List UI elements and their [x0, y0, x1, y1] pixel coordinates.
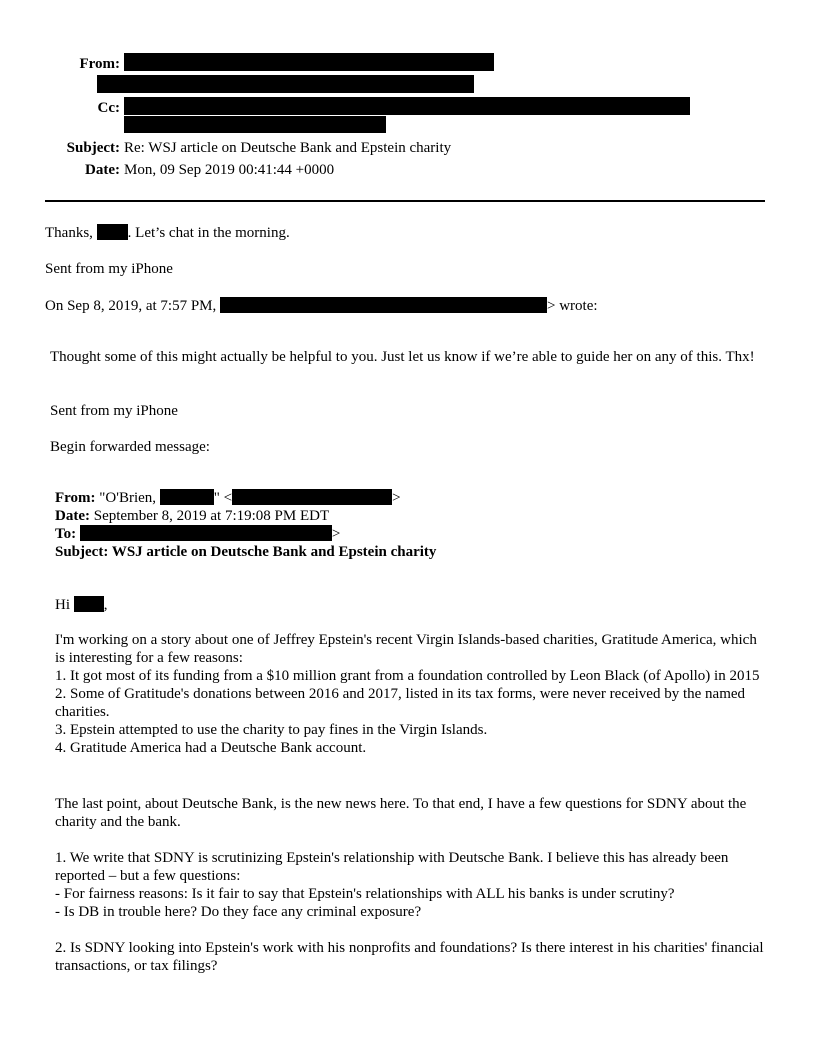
redaction-block — [97, 224, 128, 240]
redaction-block — [80, 525, 332, 541]
date-text: Mon, 09 Sep 2019 00:41:44 +0000 — [124, 162, 335, 178]
fwd-date-line — [55, 507, 329, 525]
list-item: 2. Some of Gratitude's donations between 2016 and 2017, listed in its tax forms, were never received by the named charities. — [55, 686, 746, 720]
fwd-from-close: > — [392, 490, 401, 506]
reply-thanks — [45, 224, 290, 242]
fwd-from-name-prefix: "O'Brien, — [99, 490, 157, 506]
redaction-block — [160, 489, 214, 505]
redaction-block — [220, 297, 547, 313]
fwd-from-name-suffix: " < — [213, 490, 233, 506]
forward-begin: Begin forwarded message: — [50, 439, 210, 455]
list-item: - Is DB in trouble here? Do they face any criminal exposure? — [55, 904, 422, 920]
thanks-prefix: Thanks, — [45, 225, 93, 241]
paragraph-text: I'm working on a story about one of Jeffrey Epstein's recent Virgin Islands-based charities, Gratitude America, which is interesting for a few reasons: — [55, 632, 757, 666]
fwd-from-label: From: — [55, 490, 96, 506]
fwd-subject-line — [55, 543, 436, 561]
quote-line — [45, 297, 598, 315]
quote-prefix: On Sep 8, 2019, at 7:57 PM, — [45, 298, 217, 314]
redaction-block — [124, 116, 386, 133]
list-item: 4. Gratitude America had a Deutsche Bank account. — [55, 740, 367, 756]
greeting-prefix: Hi — [55, 597, 70, 613]
redaction-block — [124, 53, 494, 71]
reply-signature: Sent from my iPhone — [45, 261, 173, 277]
cc-label: Cc: — [97, 100, 120, 116]
list-item: 1. It got most of its funding from a $10 million grant from a foundation controlled by Leon Black (of Apollo) in 2015 — [55, 668, 760, 684]
redaction-block — [97, 75, 474, 93]
greeting-suffix: , — [103, 597, 108, 613]
fwd-subject-label: Subject: — [55, 544, 109, 560]
redaction-block — [124, 97, 690, 115]
fwd-from-line — [55, 489, 401, 507]
fwd-subject-text: WSJ article on Deutsche Bank and Epstein charity — [111, 544, 437, 560]
greeting — [55, 596, 108, 614]
forward-note-signature: Sent from my iPhone — [50, 403, 178, 419]
date-label: Date: — [85, 162, 120, 178]
message-paragraph — [55, 631, 765, 757]
list-item: 3. Epstein attempted to use the charity to pay fines in the Virgin Islands. — [55, 722, 488, 738]
message-paragraph: The last point, about Deutsche Bank, is the new news here. To that end, I have a few questions for SDNY about the charity and the bank. — [55, 796, 747, 830]
quote-suffix: > wrote: — [547, 298, 598, 314]
redaction-block — [74, 596, 104, 612]
question-block: 2. Is SDNY looking into Epstein's work with his nonprofits and foundations? Is there interest in his charities' financial transactions, or tax filings? — [55, 940, 764, 974]
question-text: 1. We write that SDNY is scrutinizing Epstein's relationship with Deutsche Bank. I believe this has already been reported – but a few questions: — [55, 850, 729, 884]
fwd-date-text: September 8, 2019 at 7:19:08 PM EDT — [93, 508, 330, 524]
fwd-to-close: > — [331, 526, 341, 542]
thanks-suffix: . Let’s chat in the morning. — [127, 225, 290, 241]
redaction-block — [232, 489, 392, 505]
fwd-to-line — [55, 525, 340, 543]
header-divider — [45, 200, 765, 202]
forward-note-text: Thought some of this might actually be helpful to you. Just let us know if we’re able to guide her on any of this. Thx! — [50, 349, 755, 365]
subject-text: Re: WSJ article on Deutsche Bank and Epstein charity — [124, 140, 452, 156]
from-label: From: — [79, 56, 120, 72]
fwd-date-label: Date: — [55, 508, 90, 524]
fwd-to-label: To: — [55, 526, 77, 542]
subject-label: Subject: — [66, 140, 120, 156]
question-block — [55, 849, 765, 921]
list-item: - For fairness reasons: Is it fair to say that Epstein's relationships with ALL his banks is under scrutiny? — [55, 886, 675, 902]
